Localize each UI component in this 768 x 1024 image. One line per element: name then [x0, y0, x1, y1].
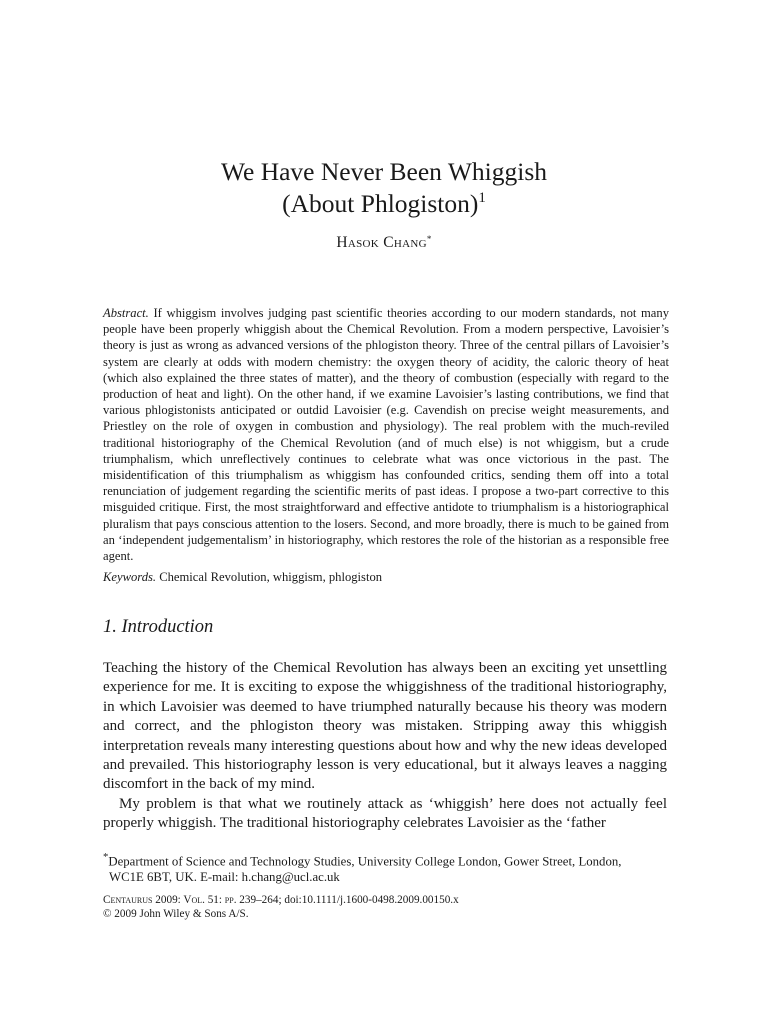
author-name: Hasok Chang: [336, 234, 427, 251]
author-footnote-mark: *: [426, 234, 432, 244]
body-paragraph-2: My problem is that what we routinely attack as ‘whiggish’ here does not actually feel properly whiggish. The traditional historiography celebrates Lavoisier as the ‘father: [103, 795, 667, 832]
section-heading-introduction: 1. Introduction: [103, 617, 214, 637]
title-line-1: We Have Never Been Whiggish: [220, 157, 548, 186]
author-byline: [0, 234, 768, 252]
article-title: [0, 156, 768, 220]
title-line-2-text: (About Phlogiston): [282, 189, 479, 218]
body-text: [103, 659, 667, 834]
keywords-label: Keywords.: [103, 570, 157, 584]
citation-line: [103, 893, 459, 907]
footnote-mark: *: [103, 852, 109, 863]
keywords-text: Chemical Revolution, whiggism, phlogiston: [159, 570, 383, 584]
title-footnote-mark: 1: [478, 190, 486, 206]
footnote-line-1-text: Department of Science and Technology Studies, University College London, Gower Street, London,: [108, 854, 622, 869]
keywords: [103, 569, 669, 585]
body-paragraph-1: Teaching the history of the Chemical Revolution has always been an exciting yet unsettling experience for me. It is exciting to expose the whiggishness of the traditional historiography, in which Lavoisier was deemed to have triumphed naturally because his theory was modern and correct, and the phlogiston theory was mistaken. Stripping away this whiggish interpretation reveals many interesting questions about how and why the new ideas developed and prevailed. This historiography lesson is very educational, but it always leaves a nagging discomfort in the back of my mind.: [103, 660, 668, 793]
copyright-line: © 2009 John Wiley & Sons A/S.: [103, 908, 249, 921]
abstract: [103, 305, 669, 564]
citation-pages-doi: 239–264; doi:10.1111/j.1600-0498.2009.00150.x: [239, 894, 459, 906]
footnote-line-2: WC1E 6BT, UK. E-mail: h.chang@ucl.ac.uk: [109, 869, 340, 884]
abstract-text: If whiggism involves judging past scientific theories according to our modern standards, not many people have been properly whiggish about the Chemical Revolution. From a modern perspective, Lavoisier’s theory is just as wrong as advanced versions of the phlogiston theory. Three of the central pillars of Lavoisier’s system are clearly at odds with modern chemistry: the oxygen theory of acidity, the caloric theory of heat (which also explained the three states of matter), and the theory of combustion (especially with regard to the production of heat and light). On the other hand, if we examine Lavoisier’s lasting contributions, we find that various phlogistonists anticipated or outdid Lavoisier (e.g. Cavendish on precise weight measurements, and Priestley on the role of oxygen in combustion and physiology). The real problem with the much-reviled traditional historiography of the Chemical Revolution (and of much else) is not whiggism, but a crude triumphalism, which unreflectively continues to celebrate what was once victorious in the past. The misidentification of this triumphalism as whiggism has confounded critics, sending them off into a total renunciation of judgement regarding the scientific merits of past ideas. I propose a two-part corrective to this misguided critique. First, the most straightforward and effective antidote to triumphalism is a historiographical pluralism that pays conscious attention to the losers. Second, and more broadly, there is much to be gained from an ‘independent judgementalism’ in historiography, which restores the role of the historian as a responsible free agent.: [103, 306, 669, 564]
author-affiliation-footnote: [103, 850, 667, 885]
title-line-2: [0, 188, 768, 220]
citation-journal-volume: Centaurus 2009: Vol. 51: pp.: [103, 894, 237, 906]
abstract-label: Abstract.: [103, 306, 149, 320]
footnote-line-1: [103, 850, 667, 870]
journal-citation: [103, 893, 459, 921]
